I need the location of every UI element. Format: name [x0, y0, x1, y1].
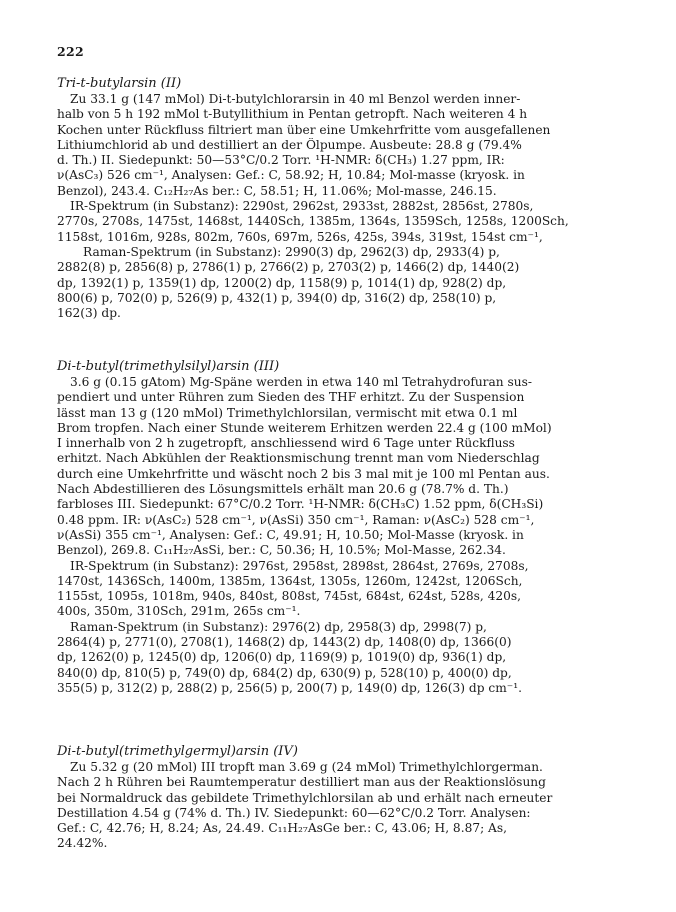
- ir-spectrum-line: 2770s, 2708s, 1475st, 1468st, 1440Sch, 1385m, 1364s, 1359Sch, 1258s, 1200Sch,: [57, 214, 569, 229]
- raman-spectrum-line: 2864(4) p, 2771(0), 2708(1), 1468(2) dp, 1443(2) dp, 1408(0) dp, 1366(0): [57, 635, 512, 650]
- ir-spectrum-line: 1470st, 1436Sch, 1400m, 1385m, 1364st, 1305s, 1260m, 1242st, 1206Sch,: [57, 573, 523, 588]
- paragraph-line: Benzol), 269.8. C₁₁H₂₇AsSi, ber.: C, 50.36; H, 10.5%; Mol-Masse, 262.34.: [57, 543, 506, 558]
- raman-spectrum-line: 2882(8) p, 2856(8) p, 2786(1) p, 2766(2) p, 2703(2) p, 1466(2) dp, 1440(2): [57, 260, 520, 275]
- paragraph-line: bei Normaldruck das gebildete Trimethylchlorsilan ab und erhält nach erneuter: [57, 790, 553, 805]
- page-number: 222: [57, 44, 84, 59]
- ir-spectrum-line: 400s, 350m, 310Sch, 291m, 265s cm⁻¹.: [57, 604, 301, 619]
- paragraph-line: erhitzt. Nach Abkühlen der Reaktionsmischung trennt man vom Niederschlag: [57, 451, 540, 466]
- section-di-t-butyl-trimethylgermyl-arsin: [57, 744, 647, 852]
- paragraph-line: 24.42%.: [57, 836, 108, 851]
- section-heading: Di-t-butyl(trimethylgermyl)arsin (IV): [57, 744, 298, 759]
- paragraph-line: pendiert und unter Rühren zum Sieden des THF erhitzt. Zu der Suspension: [57, 390, 525, 405]
- section-tri-t-butylarsin: [57, 76, 647, 321]
- paragraph-line: d. Th.) II. Siedepunkt: 50—53°C/0.2 Torr. ¹H-NMR: δ(CH₃) 1.27 ppm, IR:: [57, 153, 505, 168]
- paragraph-line: ν(AsC₃) 526 cm⁻¹, Analysen: Gef.: C, 58.92; H, 10.84; Mol-masse (kryosk. in: [57, 168, 525, 183]
- raman-spectrum-line: 355(5) p, 312(2) p, 288(2) p, 256(5) p, 200(7) p, 149(0) dp, 126(3) dp cm⁻¹.: [57, 680, 522, 695]
- section-di-t-butyl-trimethylsilyl-arsin: [57, 359, 647, 696]
- ir-spectrum-line: IR-Spektrum (in Substanz): 2290st, 2962st, 2933st, 2882st, 2856st, 2780s,: [70, 199, 534, 214]
- paragraph-line: Nach Abdestillieren des Lösungsmittels erhält man 20.6 g (78.7% d. Th.): [57, 482, 509, 497]
- paragraph-line: Lithiumchlorid ab und destilliert an der Ölpumpe. Ausbeute: 28.8 g (79.4%: [57, 137, 522, 152]
- paragraph-line: farbloses III. Siedepunkt: 67°C/0.2 Torr. ¹H-NMR: δ(CH₃C) 1.52 ppm, δ(CH₃Si): [57, 497, 544, 512]
- ir-spectrum-line: 1158st, 1016m, 928s, 802m, 760s, 697m, 526s, 425s, 394s, 319st, 154st cm⁻¹,: [57, 229, 543, 244]
- paragraph-line: 3.6 g (0.15 gAtom) Mg-Späne werden in etwa 140 ml Tetrahydrofuran sus-: [70, 375, 532, 389]
- paragraph-line: Gef.: C, 42.76; H, 8.24; As, 24.49. C₁₁H₂₇AsGe ber.: C, 43.06; H, 8.87; As,: [57, 821, 507, 836]
- paragraph-line: Zu 33.1 g (147 mMol) Di-t-butylchlorarsin in 40 ml Benzol werden inner-: [70, 92, 521, 106]
- raman-spectrum-line: dp, 1392(1) p, 1359(1) dp, 1200(2) dp, 1158(9) p, 1014(1) dp, 928(2) dp,: [57, 275, 507, 290]
- paragraph-line: Nach 2 h Rühren bei Raumtemperatur destilliert man aus der Reaktionslösung: [57, 775, 546, 790]
- paragraph-line: Brom tropfen. Nach einer Stunde weiterem Erhitzen werden 22.4 g (100 mMol): [57, 420, 552, 435]
- raman-spectrum-line: 162(3) dp.: [57, 306, 121, 321]
- paragraph-line: Benzol), 243.4. C₁₂H₂₇As ber.: C, 58.51; H, 11.06%; Mol-masse, 246.15.: [57, 183, 497, 198]
- section-heading: Di-t-butyl(trimethylsilyl)arsin (III): [57, 359, 280, 374]
- raman-spectrum-line: 840(0) dp, 810(5) p, 749(0) dp, 684(2) dp, 630(9) p, 528(10) p, 400(0) dp,: [57, 665, 512, 680]
- ir-spectrum-line: IR-Spektrum (in Substanz): 2976st, 2958st, 2898st, 2864st, 2769s, 2708s,: [70, 558, 529, 573]
- paragraph-line: ν(AsSi) 355 cm⁻¹, Analysen: Gef.: C, 49.91; H, 10.50; Mol-Masse (kryosk. in: [57, 527, 524, 542]
- ir-spectrum-line: 1155st, 1095s, 1018m, 940s, 840st, 808st, 745st, 684st, 624st, 528s, 420s,: [57, 589, 521, 604]
- raman-spectrum-line: 800(6) p, 702(0) p, 526(9) p, 432(1) p, 394(0) dp, 316(2) dp, 258(10) p,: [57, 290, 497, 305]
- paragraph-line: halb von 5 h 192 mMol t-Butyllithium in Pentan getropft. Nach weiteren 4 h: [57, 107, 528, 122]
- paragraph-line: I innerhalb von 2 h zugetropft, anschliessend wird 6 Tage unter Rückfluss: [57, 436, 515, 451]
- paragraph-line: durch eine Umkehrfritte und wäscht noch 2 bis 3 mal mit je 100 ml Pentan aus.: [57, 466, 550, 481]
- section-heading: Tri-t-butylarsin (II): [57, 76, 182, 91]
- paragraph-line: 0.48 ppm. IR: ν(AsC₂) 528 cm⁻¹, ν(AsSi) 350 cm⁻¹, Raman: ν(AsC₂) 528 cm⁻¹,: [57, 512, 535, 527]
- raman-spectrum-line: Raman-Spektrum (in Substanz): 2976(2) dp, 2958(3) dp, 2998(7) p,: [70, 619, 487, 634]
- raman-spectrum-line: dp, 1262(0) p, 1245(0) dp, 1206(0) dp, 1169(9) p, 1019(0) dp, 936(1) dp,: [57, 650, 507, 665]
- paragraph-line: Kochen unter Rückfluss filtriert man über eine Umkehrfritte vom ausgefallenen: [57, 122, 551, 137]
- raman-spectrum-line: Raman-Spektrum (in Substanz): 2990(3) dp, 2962(3) dp, 2933(4) p,: [83, 244, 500, 259]
- paragraph-line: Zu 5.32 g (20 mMol) III tropft man 3.69 g (24 mMol) Trimethylchlorgerman.: [70, 760, 543, 774]
- paragraph-line: Destillation 4.54 g (74% d. Th.) IV. Siedepunkt: 60—62°C/0.2 Torr. Analysen:: [57, 805, 531, 820]
- paragraph-line: lässt man 13 g (120 mMol) Trimethylchlorsilan, vermischt mit etwa 0.1 ml: [57, 405, 518, 420]
